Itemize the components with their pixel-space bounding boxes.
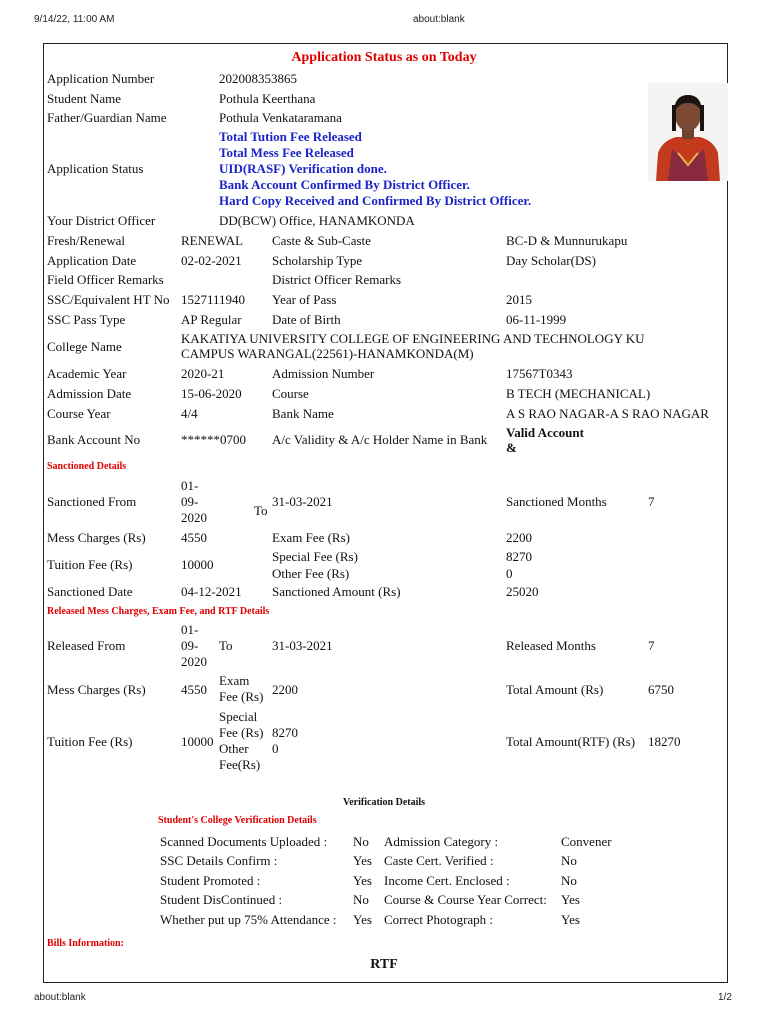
father-name-value: Pothula Venkataramana: [219, 110, 342, 125]
fresh-renewal-label: Fresh/Renewal: [47, 233, 125, 248]
print-timestamp: 9/14/22, 11:00 AM: [34, 14, 115, 25]
sanctioned-heading: Sanctioned Details: [47, 461, 127, 472]
app-date-value: 02-02-2021: [181, 253, 242, 268]
released-to-value: 31-03-2021: [272, 638, 333, 653]
verification-label: Caste Cert. Verified :: [384, 853, 494, 868]
other-fee-label: Other Fee (Rs): [272, 566, 350, 581]
released-months-value: 7: [648, 638, 655, 653]
verification-value: Yes: [353, 853, 372, 868]
tuition-fee-label: Tuition Fee (Rs): [47, 557, 133, 572]
released-exam-label: Exam: [219, 673, 250, 688]
verification-label: SSC Details Confirm :: [160, 853, 278, 868]
app-date-label: Application Date: [47, 253, 137, 268]
released-from-value: 2020: [181, 654, 207, 669]
caste-value: BC-D & Munnurukapu: [506, 233, 628, 248]
status-line: Hard Copy Received and Confirmed By District Officer.: [219, 193, 532, 208]
released-from-label: Released From: [47, 638, 126, 653]
student-photo: [648, 83, 728, 181]
sanctioned-amount-value: 25020: [506, 584, 539, 599]
released-other-label-2: Fee(Rs): [219, 757, 261, 772]
sanctioned-date-value: 04-12-2021: [181, 584, 242, 599]
released-exam-value: 2200: [272, 682, 298, 697]
field-remarks-label: Field Officer Remarks: [47, 272, 164, 287]
released-total-value: 6750: [648, 682, 674, 697]
status-line: Total Tution Fee Released: [219, 129, 362, 144]
verification-value: Yes: [353, 873, 372, 888]
sanctioned-to-label: To: [254, 503, 268, 518]
released-months-label: Released Months: [506, 638, 596, 653]
verification-label: Scanned Documents Uploaded :: [160, 834, 328, 849]
bills-heading: Bills Information:: [47, 938, 124, 949]
verification-value: Convener: [561, 834, 612, 849]
father-name-label: Father/Guardian Name: [47, 110, 167, 125]
released-from-value: 09-: [181, 638, 199, 653]
tuition-fee-value: 10000: [181, 557, 214, 572]
verification-subheading: Student's College Verification Details: [158, 815, 317, 826]
released-total-label: Total Amount (Rs): [506, 682, 604, 697]
sanctioned-date-label: Sanctioned Date: [47, 584, 133, 599]
sanctioned-amount-label: Sanctioned Amount (Rs): [272, 584, 401, 599]
released-other-value: 0: [272, 741, 279, 756]
dob-label: Date of Birth: [272, 312, 341, 327]
course-value: B TECH (MECHANICAL): [506, 386, 651, 401]
released-exam-label-2: Fee (Rs): [219, 689, 264, 704]
verification-label: Admission Category :: [384, 834, 499, 849]
dob-value: 06-11-1999: [506, 312, 567, 327]
college-name-label: College Name: [47, 339, 122, 354]
print-url: about:blank: [413, 14, 465, 25]
account-validity-value-2: &: [506, 440, 517, 455]
bank-account-label: Bank Account No: [47, 432, 141, 447]
application-status-label: Application Status: [47, 161, 144, 176]
college-name-value-2: CAMPUS WARANGAL(22561)-HANAMKONDA(M): [181, 346, 474, 361]
verification-value: No: [353, 834, 369, 849]
bank-account-value: ******0700: [181, 432, 246, 447]
scholarship-type-value: Day Scholar(DS): [506, 253, 596, 268]
admission-number-label: Admission Number: [272, 366, 375, 381]
admission-date-value: 15-06-2020: [181, 386, 242, 401]
bank-name-label: Bank Name: [272, 406, 334, 421]
released-rtf-value: 18270: [648, 734, 681, 749]
ssc-ht-value: 1527111940: [181, 292, 246, 307]
released-mess-label: Mess Charges (Rs): [47, 682, 146, 697]
verification-value: Yes: [353, 912, 372, 927]
status-line: Bank Account Confirmed By District Officer.: [219, 177, 470, 192]
special-fee-label: Special Fee (Rs): [272, 549, 358, 564]
district-remarks-label: District Officer Remarks: [272, 272, 401, 287]
course-year-label: Course Year: [47, 406, 111, 421]
released-special-label-2: Fee (Rs): [219, 725, 264, 740]
college-name-value: KAKATIYA UNIVERSITY COLLEGE OF ENGINEERING AND TECHNOLOGY KU: [181, 331, 645, 346]
verification-label: Course & Course Year Correct:: [384, 892, 547, 907]
app-number-value: 202008353865: [219, 71, 297, 86]
verification-label: Correct Photograph :: [384, 912, 494, 927]
academic-year-label: Academic Year: [47, 366, 127, 381]
fresh-renewal-value: RENEWAL: [181, 233, 244, 248]
admission-date-label: Admission Date: [47, 386, 132, 401]
status-line: Total Mess Fee Released: [219, 145, 354, 160]
scholarship-type-label: Scholarship Type: [272, 253, 363, 268]
status-line: UID(RASF) Verification done.: [219, 161, 387, 176]
verification-value: No: [561, 853, 577, 868]
ssc-ht-label: SSC/Equivalent HT No: [47, 292, 170, 307]
verification-label: Whether put up 75% Attendance :: [160, 912, 337, 927]
mess-charges-value: 4550: [181, 530, 207, 545]
released-heading: Released Mess Charges, Exam Fee, and RTF Details: [47, 606, 270, 617]
released-special-label: Special: [219, 709, 258, 724]
sanctioned-from-label: Sanctioned From: [47, 494, 137, 509]
sanctioned-from-value: 09-: [181, 494, 199, 509]
released-mess-value: 4550: [181, 682, 207, 697]
exam-fee-value: 2200: [506, 530, 532, 545]
released-other-label: Other: [219, 741, 249, 756]
page-title: Application Status as on Today: [291, 50, 477, 65]
verification-value: No: [561, 873, 577, 888]
course-label: Course: [272, 386, 309, 401]
verification-value: No: [353, 892, 369, 907]
released-tuition-value: 10000: [181, 734, 214, 749]
verification-label: Student DisContinued :: [160, 892, 283, 907]
special-fee-value: 8270: [506, 549, 532, 564]
footer-url: about:blank: [34, 992, 86, 1003]
released-special-value: 8270: [272, 725, 298, 740]
admission-number-value: 17567T0343: [506, 366, 573, 381]
sanctioned-months-label: Sanctioned Months: [506, 494, 607, 509]
district-officer-value: DD(BCW) Office, HANAMKONDA: [219, 213, 415, 228]
verification-label: Income Cert. Enclosed :: [384, 873, 510, 888]
student-name-value: Pothula Keerthana: [219, 91, 316, 106]
verification-label: Student Promoted :: [160, 873, 261, 888]
page-number: 1/2: [718, 992, 732, 1003]
sanctioned-from-value: 01-: [181, 478, 199, 493]
app-number-label: Application Number: [47, 71, 155, 86]
academic-year-value: 2020-21: [181, 366, 225, 381]
exam-fee-label: Exam Fee (Rs): [272, 530, 350, 545]
other-fee-value: 0: [506, 566, 513, 581]
district-officer-label: Your District Officer: [47, 213, 156, 228]
mess-charges-label: Mess Charges (Rs): [47, 530, 146, 545]
rtf-heading: RTF: [370, 957, 398, 972]
released-tuition-label: Tuition Fee (Rs): [47, 734, 133, 749]
caste-label: Caste & Sub-Caste: [272, 233, 371, 248]
verification-value: Yes: [561, 892, 580, 907]
sanctioned-to-value: 31-03-2021: [272, 494, 333, 509]
year-pass-value: 2015: [506, 292, 532, 307]
course-year-value: 4/4: [181, 406, 198, 421]
verification-value: Yes: [561, 912, 580, 927]
sanctioned-months-value: 7: [648, 494, 655, 509]
student-name-label: Student Name: [47, 91, 122, 106]
bank-name-value: A S RAO NAGAR-A S RAO NAGAR: [506, 406, 709, 421]
year-pass-label: Year of Pass: [272, 292, 337, 307]
ssc-type-value: AP Regular: [181, 312, 242, 327]
verification-heading: Verification Details: [342, 797, 426, 808]
released-from-value: 01-: [181, 622, 199, 637]
account-validity-value: Valid Account: [506, 425, 584, 440]
released-to-label: To: [219, 638, 233, 653]
ssc-type-label: SSC Pass Type: [47, 312, 126, 327]
account-validity-label: A/c Validity & A/c Holder Name in Bank: [272, 432, 488, 447]
sanctioned-from-value: 2020: [181, 510, 207, 525]
released-rtf-label: Total Amount(RTF) (Rs): [506, 734, 636, 749]
